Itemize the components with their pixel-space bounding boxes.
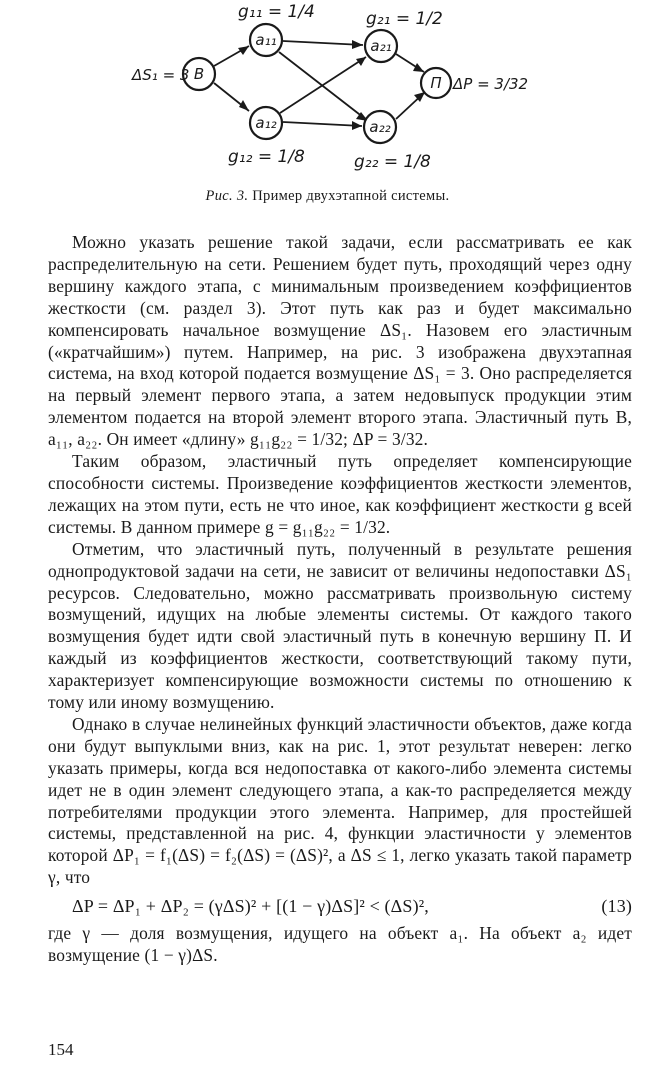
label-ds1: ΔS₁ = 3 [132, 66, 190, 84]
label-g22: g₂₂ = 1/8 [354, 152, 431, 172]
label-g21: g₂₁ = 1/2 [366, 9, 443, 29]
edge-a11-a22 [279, 52, 368, 121]
paragraph-5: где γ — доля возмущения, идущего на объект a₁. На объект a₂ идет возмущение (1 − γ)ΔS. [48, 923, 632, 966]
edge-a11-a21 [283, 41, 363, 45]
svg-text:B: B [193, 65, 205, 83]
paragraph-1: Можно указать решение такой задачи, если рассматривать ее как распределительную на сети. Решением будет путь, проходящий через одну вершину каждого этапа, с минимальным произведением коэффициентов жесткости (см. раздел 3). Этот путь как раз и будет максимально компенсировать начальное возмущение ΔS₁. Назовем его эластичным («кратчайшим») путем. Например, на рис. 3 изображена двухэтапная система, на вход которой подается возмущение ΔS₁ = 3. Оно распределяется на первый элемент первого этапа, а затем недовыпуск продукции этим элементом подается на второй элемент второго этапа. Эластичный путь B, a₁₁, a₂₂. Он имеет «длину» g₁₁g₂₂ = 1/32; ΔP = 3/32. [48, 232, 632, 450]
arrowhead [352, 40, 363, 49]
page-number: 154 [48, 1040, 74, 1059]
svg-text:П: П [430, 74, 442, 92]
label-g11: g₁₁ = 1/4 [238, 2, 315, 22]
node-a12 [250, 107, 282, 139]
arrowhead [352, 121, 362, 130]
svg-text:a₁₁: a₁₁ [255, 31, 277, 49]
paragraph-4: Однако в случае нелинейных функций эластичности объектов, даже когда они будут выпуклыми вниз, как на рис. 1, этот результат неверен: легко указать примеры, когда вся недопоставка от какого-либо элемента системы идет не в один элемент следующего этапа, а как-то распределяется между потребителями продукции этого элемента. Например, для простейшей системы, представленной на рис. 4, функции эластичности у элементов которой ΔP₁ = f₁(ΔS) = f₂(ΔS) = (ΔS)², a ΔS ≤ 1, легко указать такой параметр γ, что [48, 713, 632, 888]
equation-expression: ΔP = ΔP₁ + ΔP₂ = (γΔS)² + [(1 − γ)ΔS]² < (ΔS)², [72, 896, 429, 917]
edge-a12-a21 [280, 57, 366, 113]
paragraph-3: Отметим, что эластичный путь, полученный в результате решения однопродуктовой задачи на сети, не зависит от величины недопоставки ΔS₁ ресурсов. Следовательно, можно рассматривать произвольную систему возмущений, идущих на любые элементы системы. От каждого такого возмущения будет идти свой эластичный путь в конечную вершину П. И каждый из коэффициентов жесткости, соответствующий такому пути, характеризует компенсирующие возможности системы по отношению к тому или иному возмущению. [48, 538, 632, 713]
label-g12: g₁₂ = 1/8 [228, 147, 305, 167]
label-dp: ΔP = 3/32 [453, 75, 529, 93]
arrowhead [239, 100, 249, 111]
arrowhead [413, 63, 424, 72]
svg-text:a₁₂: a₁₂ [255, 114, 277, 132]
node-p [421, 68, 451, 98]
caption-text: Пример двухэтапной системы. [252, 188, 450, 204]
edge-a12-a22 [283, 122, 362, 126]
paragraph-2: Таким образом, эластичный путь определяет компенсирующие способности системы. Произведение коэффициентов жесткости элементов, лежащих на этом пути, есть не что иное, как коэффициент жесткости g всей системы. В данном примере g = g₁₁g₂₂ = 1/32. [48, 451, 632, 537]
equation-number: (13) [601, 896, 632, 917]
figure-caption [0, 188, 655, 205]
two-stage-system-diagram [0, 0, 655, 185]
body-text [48, 232, 632, 967]
equation-13 [48, 889, 632, 923]
node-a22 [364, 111, 396, 143]
svg-text:a₂₂: a₂₂ [369, 118, 391, 136]
node-a11 [250, 24, 282, 56]
svg-text:a₂₁: a₂₁ [370, 37, 392, 55]
caption-prefix: Рис. 3. [205, 188, 249, 204]
node-a21 [365, 30, 397, 62]
